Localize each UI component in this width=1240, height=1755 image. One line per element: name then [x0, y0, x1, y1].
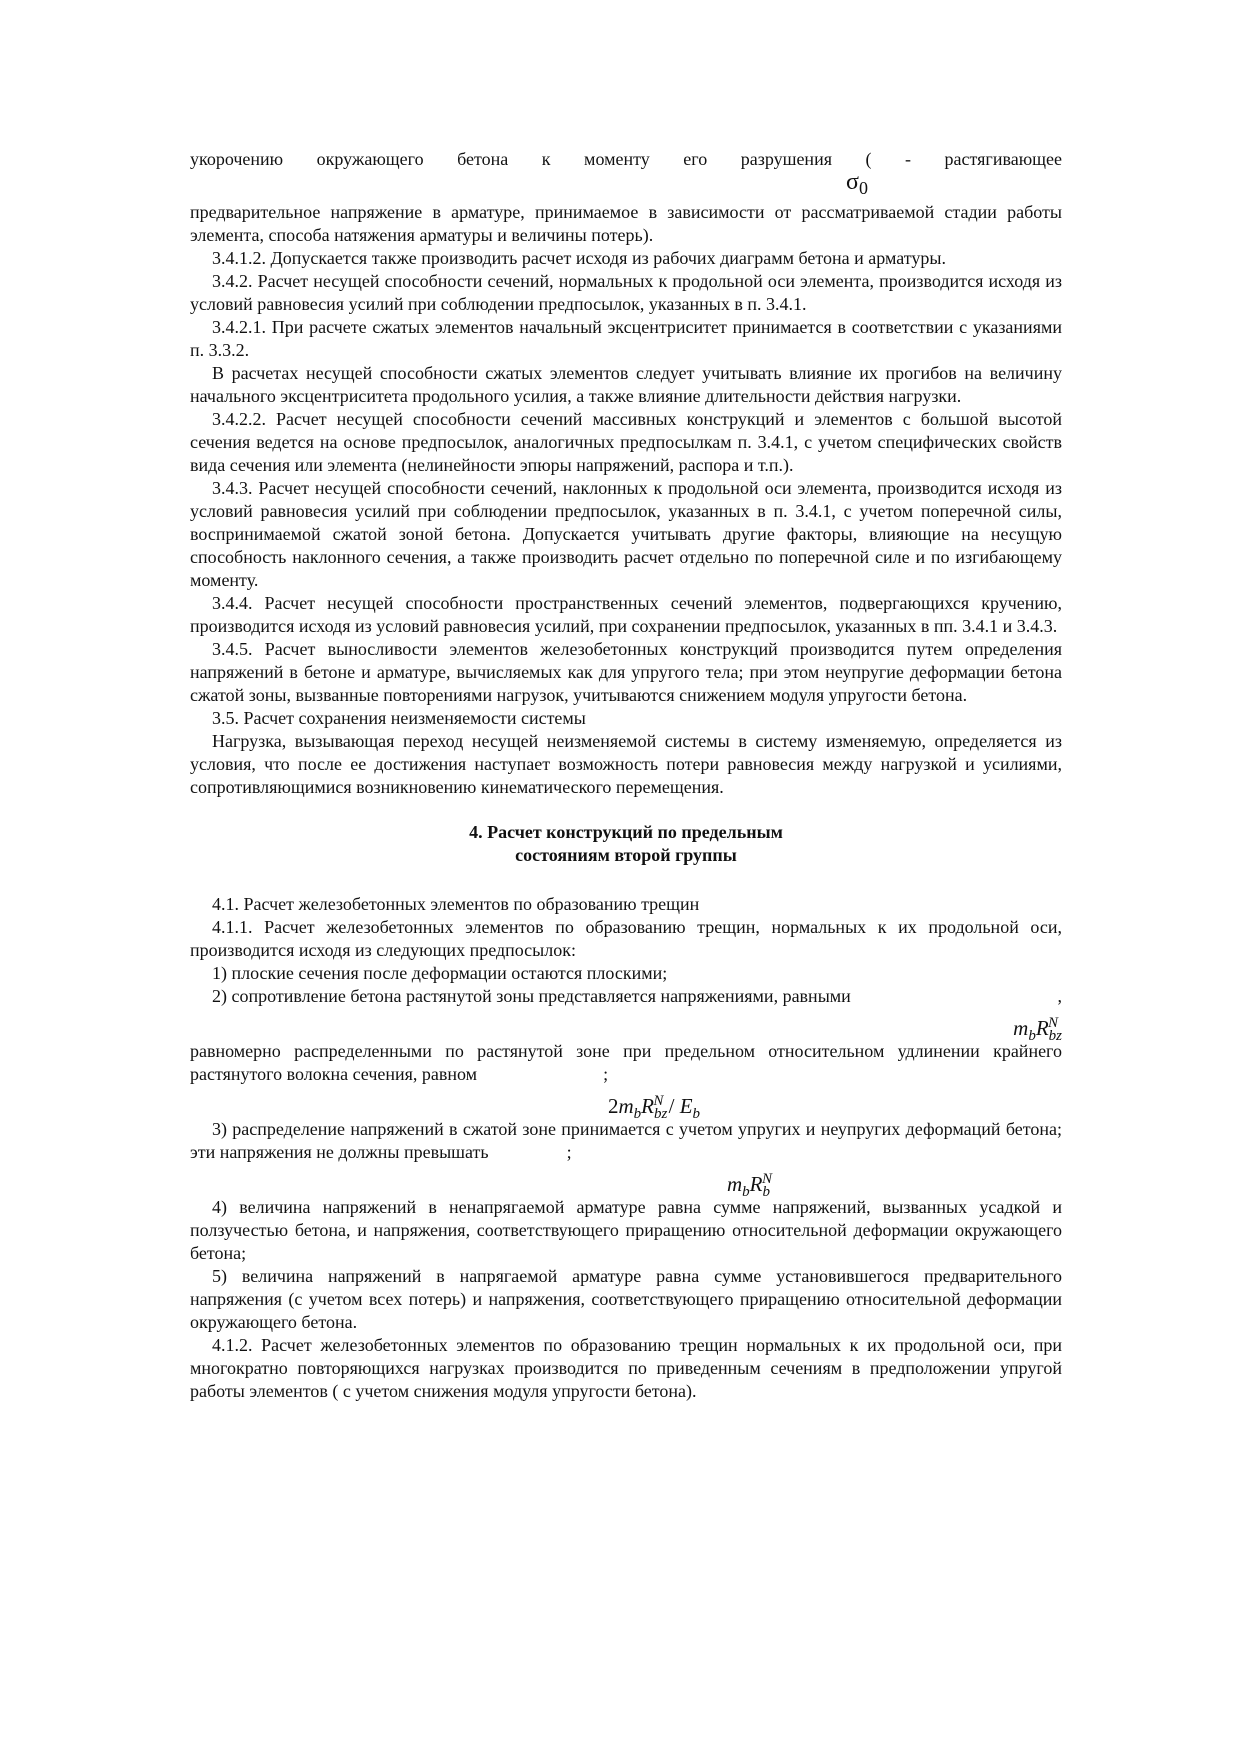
- paragraph: 3.4.1.2. Допускается также производить расчет исходя из рабочих диаграмм бетона и арматуры.: [212, 248, 947, 268]
- sigma-formula: [190, 171, 1062, 201]
- list-item: [190, 985, 1062, 1008]
- paragraph: 3.4.2.1. При расчете сжатых элементов начальный эксцентриситет принимается в соответствии с указаниями п. 3.3.2.: [190, 317, 1062, 360]
- list-item-text: 2) сопротивление бетона растянутой зоны представляется напряжениями, равными: [212, 986, 851, 1006]
- paragraph: 4.1. Расчет железобетонных элементов по образованию трещин: [212, 894, 700, 914]
- formula-row: [190, 1086, 1062, 1123]
- paragraph: 3.4.3. Расчет несущей способности сечений, наклонных к продольной оси элемента, производится исходя из условий равновесия усилий при соблюдении предпосылок, указанных в п. 3.4.1, с учетом поперечной силы, воспринимаемой сжатой зоной бетона. Допускается учитывать другие факторы, влияющие на несущую способность наклонного сечения, а также производить расчет отдельно по поперечной силе и по изгибающему моменту.: [190, 478, 1062, 590]
- formula-mb-rb: $m_bR_b^N$: [727, 1171, 773, 1201]
- paragraph: 4.1.2. Расчет железобетонных элементов по образованию трещин нормальных к их продольной оси, при многократно повторяющихся нагрузках производится по приведенным сечениям в предположении упругой работы элементов ( с учетом снижения модуля упругости бетона).: [190, 1335, 1062, 1401]
- paragraph: 3.4.2. Расчет несущей способности сечений, нормальных к продольной оси элемента, производится исходя из условий равновесия усилий при соблюдении предпосылок, указанных в п. 3.4.1.: [190, 271, 1062, 314]
- section-heading: [190, 821, 1062, 867]
- formula-mb-rbz: $m_bR_{bz}^N$: [1013, 1015, 1062, 1045]
- paragraph: 3.4.4. Расчет несущей способности пространственных сечений элементов, подвергающихся кручению, производится исходя из условий равновесия усилий, при сохранении предпосылок, указанных в пп. 3.4.1 и 3.4.3.: [190, 593, 1062, 636]
- paragraph: 3.4.2.2. Расчет несущей способности сечений массивных конструкций и элементов с большой высотой сечения ведется на основе предпосылок, аналогичных предпосылкам п. 3.4.1, с учетом специфических свойств вида сечения или элемента (нелинейности эпюры напряжений, распора и т.п.).: [190, 409, 1062, 475]
- paragraph: В расчетах несущей способности сжатых элементов следует учитывать влияние их прогибов на величину начального эксцентриситета продольного усилия, а также влияние длительности действия нагрузки.: [190, 363, 1062, 406]
- document-page: [190, 148, 1062, 1403]
- heading-line: состояниям второй группы: [515, 845, 737, 865]
- list-item: 1) плоские сечения после деформации остаются плоскими;: [212, 963, 668, 983]
- sigma-symbol: $\sigma_0$: [846, 169, 868, 198]
- list-item: [190, 1040, 1062, 1086]
- paragraph: 3.4.5. Расчет выносливости элементов железобетонных конструкций производится путем определения напряжений в бетоне и арматуре, вычисляемых как для упругого тела; при этом неупругие деформации бетона сжатой зоны, вызванные повторениями нагрузок, учитываются снижением модуля упругости бетона.: [190, 639, 1062, 705]
- paragraph: предварительное напряжение в арматуре, принимаемое в зависимости от рассматриваемой стадии работы элемента, способа натяжения арматуры и величины потерь).: [190, 202, 1062, 245]
- list-item: 4) величина напряжений в ненапрягаемой арматуре равна сумме напряжений, вызванных усадкой и ползучестью бетона, и напряжения, соответствующего приращению относительной деформации окружающего бетона;: [190, 1197, 1062, 1263]
- list-item-text: равномерно распределенными по растянутой зоне при предельном относительном удлинении крайнего растянутого волокна сечения, равном ;: [190, 1041, 1062, 1084]
- paragraph: Нагрузка, вызывающая переход несущей неизменяемой системы в систему изменяемую, определяется из условия, что после ее достижения наступает возможность потери равновесия между нагрузкой и усилиями, сопротивляющимися возникновению кинематического перемещения.: [190, 731, 1062, 797]
- text-line: укорочению окружающего бетона к моменту его разрушения ( - растягивающее: [190, 149, 1062, 169]
- paragraph: 3.5. Расчет сохранения неизменяемости системы: [212, 708, 586, 728]
- paragraph: 4.1.1. Расчет железобетонных элементов по образованию трещин, нормальных к их продольной оси, производится исходя из следующих предпосылок:: [190, 917, 1062, 960]
- formula-strain: $2m_bR_{bz}^N / E_b$: [608, 1093, 701, 1123]
- heading-line: 4. Расчет конструкций по предельным: [469, 822, 783, 842]
- formula-row: [190, 1164, 1062, 1201]
- list-item: 5) величина напряжений в напрягаемой арматуре равна сумме установившегося предварительного напряжения (с учетом всех потерь) и напряжения, соответствующего приращению относительной деформации окружающего бетона.: [190, 1266, 1062, 1332]
- list-item-text: 3) распределение напряжений в сжатой зоне принимается с учетом упругих и неупругих деформаций бетона; эти напряжения не должны превышать ;: [190, 1119, 1062, 1162]
- comma: ,: [1057, 986, 1062, 1006]
- formula-row: [190, 1008, 1062, 1045]
